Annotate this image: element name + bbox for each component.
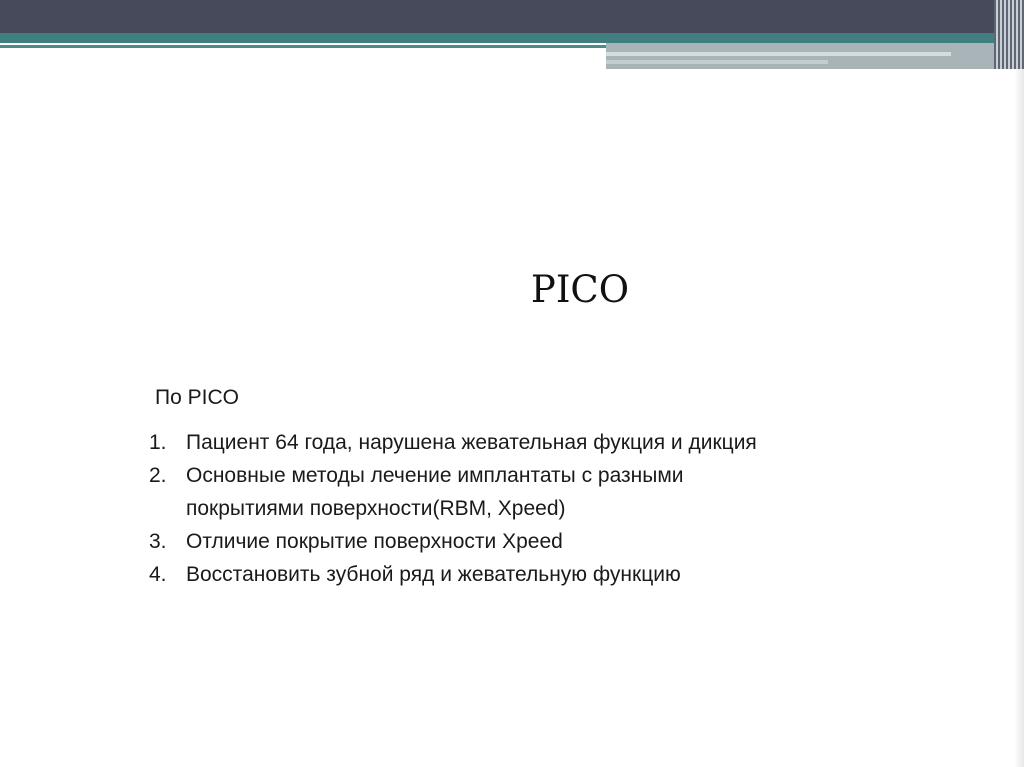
list-item xyxy=(149,426,789,459)
list-item-text: Пациент 64 года, нарушена жевательная фукция и дикция xyxy=(186,431,757,454)
header-stripes-decoration xyxy=(994,0,1024,69)
header-band-gray-light xyxy=(606,52,951,56)
slide-subhead: По PICO xyxy=(155,386,239,409)
header-band-gray xyxy=(606,43,1024,69)
header-band-teal-thin xyxy=(0,45,606,48)
list-item-text: Восстановить зубной ряд и жевательную функцию xyxy=(186,563,681,586)
list-item-number: 3. xyxy=(149,530,167,553)
list-item-number: 1. xyxy=(149,431,167,454)
header-band-teal xyxy=(0,33,1024,43)
list-item xyxy=(149,525,789,558)
header-band-gray-light-2 xyxy=(606,60,828,64)
right-edge-shadow xyxy=(1014,69,1024,767)
list-item-number: 4. xyxy=(149,563,167,586)
header-band-dark xyxy=(0,0,1024,33)
list-item xyxy=(149,459,789,525)
list-item-text: Основные методы лечение имплантаты с разными покрытиями поверхности(RBM, Xpeed) xyxy=(186,464,684,520)
list-item-number: 2. xyxy=(149,464,167,487)
list-item xyxy=(149,558,789,591)
pico-list xyxy=(149,426,789,591)
list-item-text: Отличие покрытие поверхности Xpeed xyxy=(186,530,563,553)
slide-title: PICO xyxy=(530,268,630,311)
